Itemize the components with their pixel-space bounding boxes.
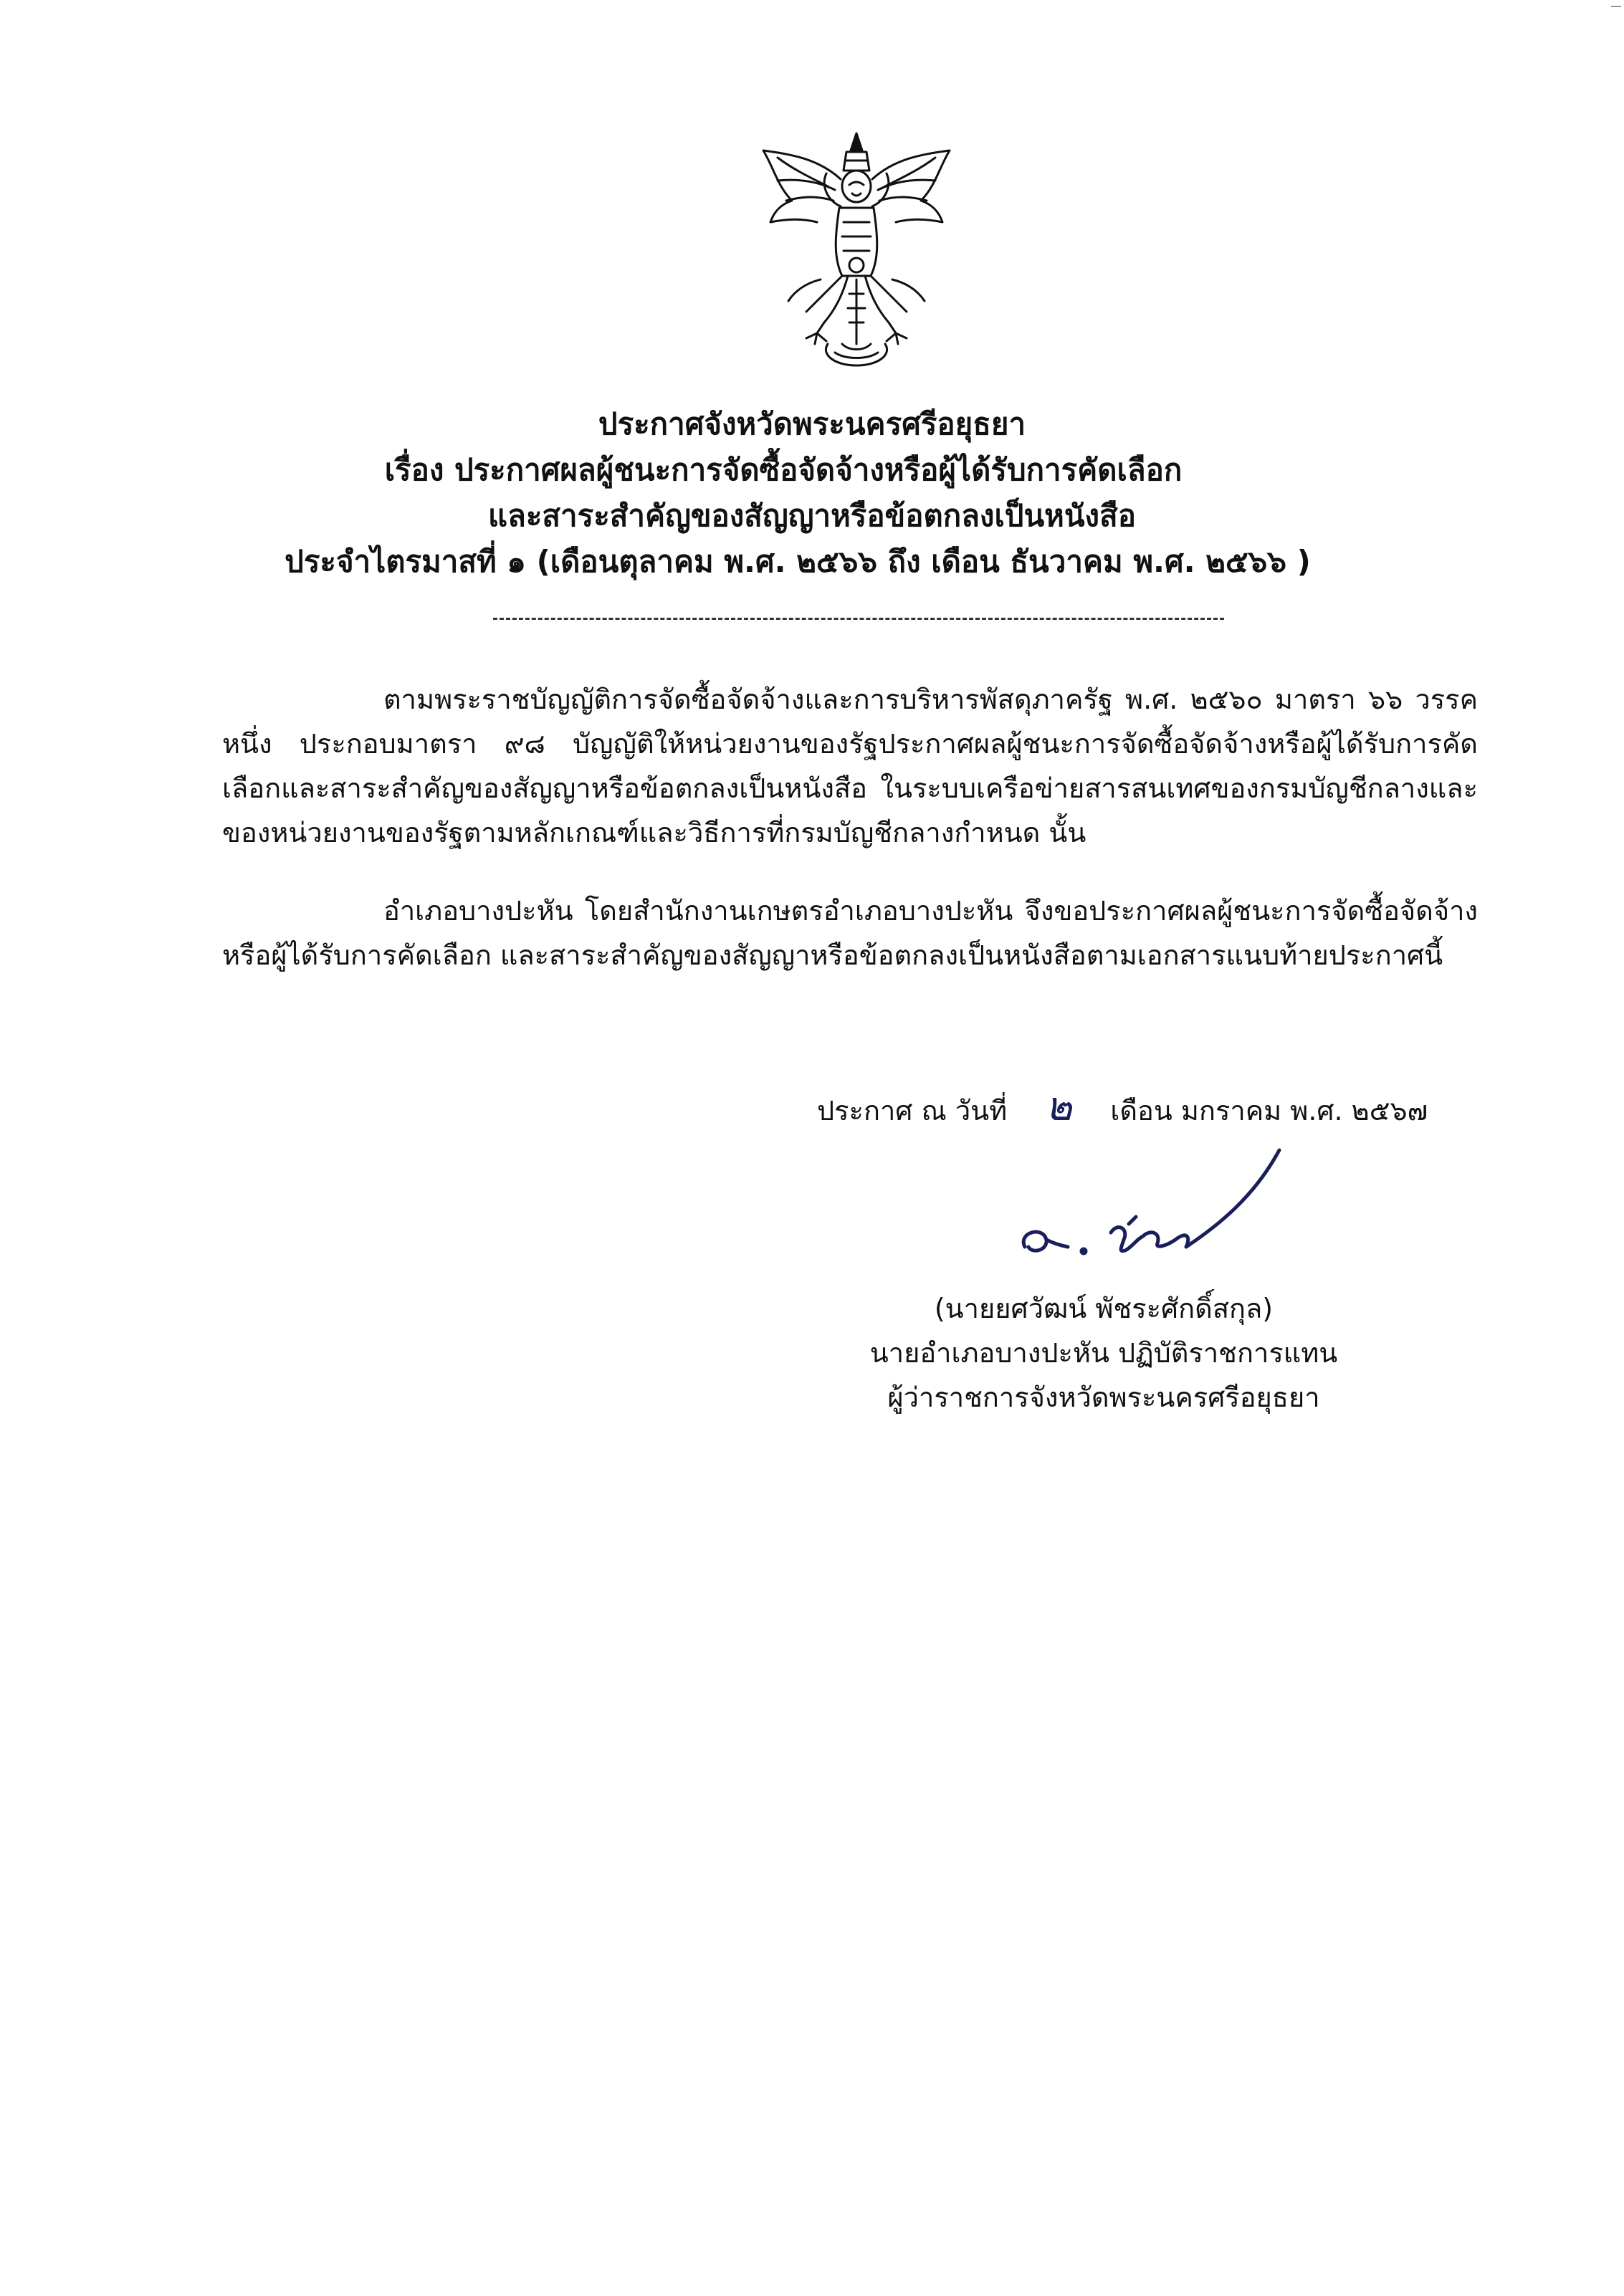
dashed-divider xyxy=(493,618,1224,620)
paragraph-2-text: อำเภอบางปะหัน โดยสำนักงานเกษตรอำเภอบางปะหัน จึงขอประกาศผลผู้ชนะการจัดซื้อจัดจ้างหรือผู้ได้รับการคัดเลือก และสาระสำคัญของสัญญาหรือข้อตกลงเป็นหนังสือตามเอกสารแนบท้ายประกาศนี้ xyxy=(222,895,1478,971)
announcement-date xyxy=(817,1086,1428,1132)
date-suffix: เดือน มกราคม พ.ศ. ๒๕๖๗ xyxy=(1110,1095,1428,1127)
paragraph-1-text: ตามพระราชบัญญัติการจัดซื้อจัดจ้างและการบริหารพัสดุภาครัฐ พ.ศ. ๒๕๖๐ มาตรา ๖๖ วรรคหนึ่ง ประกอบมาตรา ๙๘ บัญญัติให้หน่วยงานของรัฐประกาศผลผู้ชนะการจัดซื้อจัดจ้างหรือผู้ได้รับการคัดเลือกและสาระสำคัญของสัญญาหรือข้อตกลงเป็นหนังสือ ในระบบเครือข่ายสารสนเทศของกรมบัญชีกลางและของหน่วยงานของรัฐตามหลักเกณฑ์และวิธีการที่กรมบัญชีกลางกำหนด นั้น xyxy=(222,684,1478,848)
header-period: ประจำไตรมาสที่ ๑ (เดือนตุลาคม พ.ศ. ๒๕๖๖ ถึง เดือน ธันวาคม พ.ศ. ๒๕๖๖ ) xyxy=(285,544,1311,579)
body-paragraph-2 xyxy=(222,889,1478,977)
signer-position-2: ผู้ว่าราชการจังหวัดพระนครศรีอยุธยา xyxy=(887,1382,1320,1413)
date-prefix: ประกาศ ณ วันที่ xyxy=(817,1095,1008,1127)
signer-position-1: นายอำเภอบางปะหัน ปฏิบัติราชการแทน xyxy=(869,1337,1338,1369)
body-paragraph-1 xyxy=(222,677,1478,855)
signer-name: (นายยศวัฒน์ พัชระศักดิ์สกุล) xyxy=(934,1293,1274,1324)
handwritten-signature xyxy=(1003,1139,1304,1283)
announcement-header xyxy=(0,401,1624,585)
header-subject: เรื่อง ประกาศผลผู้ชนะการจัดซื้อจัดจ้างหรือผู้ได้รับการคัดเลือก xyxy=(384,452,1183,487)
garuda-emblem-icon xyxy=(749,129,964,376)
header-title: ประกาศจังหวัดพระนครศรีอยุธยา xyxy=(598,406,1026,441)
header-subject-cont: และสาระสำคัญของสัญญาหรือข้อตกลงเป็นหนังสือ xyxy=(488,498,1136,533)
signer-block xyxy=(846,1286,1362,1420)
edge-mark xyxy=(1611,6,1621,7)
date-day: ๒ xyxy=(1045,1084,1072,1130)
